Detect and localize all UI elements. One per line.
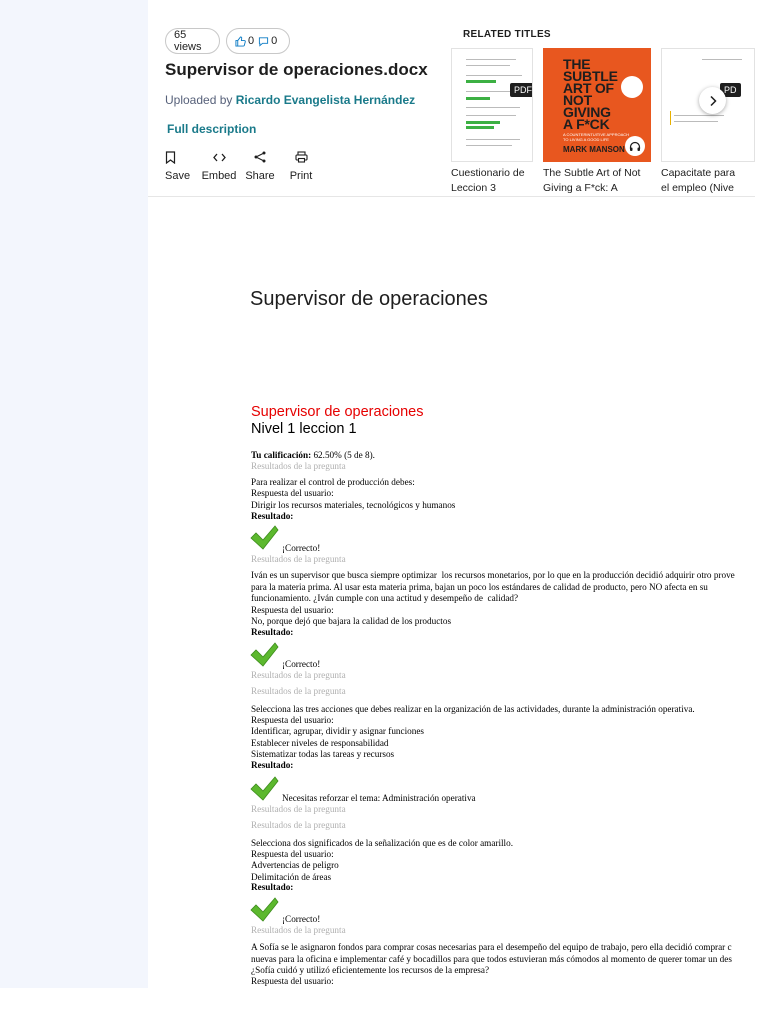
score-line [251, 450, 375, 462]
book-subtitle: A COUNTERINTUITIVE APPROACH TO LIVING A GOOD LIFE [563, 132, 630, 142]
results-label: Resultados de la pregunta [251, 820, 346, 830]
user-answer-label: Respuesta del usuario: [251, 849, 334, 859]
related-title-text: Capacitate para el empleo (Nive [661, 167, 736, 194]
comment-icon [258, 36, 269, 47]
uploader-line [165, 93, 415, 107]
results-label: Resultados de la pregunta [251, 686, 346, 696]
result-label [251, 627, 293, 639]
verdict-correct: ¡Correcto! [282, 914, 321, 924]
document-title: Supervisor de operaciones.docx [165, 60, 428, 79]
carousel-next-button[interactable] [699, 87, 726, 114]
user-answer: No, porque dejó que bajara la calidad de los productos [251, 616, 452, 626]
embed-label: Embed [201, 170, 237, 182]
related-titles-heading: RELATED TITLES [463, 29, 551, 40]
thumbs-up-icon [235, 36, 246, 47]
checkmark-icon [249, 523, 279, 551]
checkmark-icon [249, 895, 279, 923]
user-answer-label: Respuesta del usuario: [251, 715, 334, 725]
share-icon [254, 148, 266, 166]
thumb-line [702, 59, 742, 60]
score-value: 62.50% (5 de 8). [311, 450, 375, 460]
related-title-2[interactable] [543, 166, 653, 196]
result-label [251, 511, 293, 523]
question-text: Selecciona dos significados de la señalización que es de color amarillo. [251, 838, 514, 848]
result-label-text: Resultado: [251, 627, 294, 637]
result-label-text: Resultado: [251, 760, 294, 770]
left-rail [0, 0, 148, 988]
book-seal [621, 76, 643, 98]
verdict-correct: ¡Correcto! [282, 543, 321, 553]
share-button[interactable] [240, 148, 280, 182]
thumb-line [674, 121, 718, 122]
section-title: Supervisor de operaciones [251, 404, 424, 420]
thumb-line [466, 115, 516, 116]
result-label [251, 760, 293, 772]
verdict-correct: ¡Correcto! [282, 659, 321, 669]
uploader-link[interactable]: Ricardo Evangelista Hernández [235, 93, 416, 107]
full-description-link[interactable]: Full description [167, 122, 257, 136]
pdf-badge: PDF [510, 83, 533, 97]
thumb-highlight [466, 126, 494, 129]
bookmark-icon [165, 148, 176, 166]
related-title-3[interactable] [661, 166, 755, 196]
uploaded-by-prefix: Uploaded by [165, 93, 233, 107]
user-answers: Identificar, agrupar, dividir y asignar funciones Establecer niveles de responsabilidad Sistematizar todas las tareas y recursos [251, 726, 424, 760]
book-title-line: ART OF [563, 80, 614, 96]
related-title-1[interactable] [451, 166, 539, 196]
user-answers: Advertencias de peligro Delimitación de áreas [251, 860, 339, 882]
question-text: Para realizar el control de producción debes: [251, 477, 415, 487]
vote-pill [226, 28, 290, 54]
thumb-line [466, 145, 512, 146]
user-answer-label: Respuesta del usuario: [251, 605, 334, 615]
book-author: MARK MANSON [563, 145, 625, 154]
results-label: Resultados de la pregunta [251, 554, 346, 564]
save-button[interactable] [165, 148, 193, 182]
checkmark-icon [249, 640, 279, 668]
right-gutter [755, 14, 768, 988]
thumb-mark [670, 111, 671, 125]
upvote-count: 0 [248, 35, 255, 47]
thumb-highlight [466, 80, 496, 83]
thumb-line [466, 59, 516, 60]
thumb-line [466, 65, 510, 66]
page-heading: Supervisor de operaciones [250, 288, 488, 310]
related-title-text: The Subtle Art of Not Giving a F*ck: A [543, 167, 641, 194]
result-label-text: Resultado: [251, 511, 294, 521]
book-title-line: THE [563, 56, 591, 72]
question-text: Selecciona las tres acciones que debes realizar en la organización de las actividades, durante la administración operativa. [251, 704, 695, 714]
results-label: Resultados de la pregunta [251, 804, 346, 814]
print-button[interactable] [281, 148, 321, 182]
print-label: Print [289, 170, 313, 182]
printer-icon [295, 148, 308, 166]
related-card-2[interactable] [543, 48, 651, 162]
results-label: Resultados de la pregunta [251, 670, 346, 680]
thumb-line [466, 107, 520, 108]
book-title-line: NOT [563, 92, 592, 108]
question-text: Iván es un supervisor que busca siempre optimizar los recursos monetarios, por lo que en la producción decidió adquirir otro prove para la materia prima. Al usar esta materia prima, bajan un poco los estándares de calidad de producto, pero NO afecta en su funcionamiento. ¿Iván cumple con una actitud y desempeño de calidad? [251, 570, 735, 604]
book-title-line: A F*CK [563, 116, 610, 132]
user-answer: Dirigir los recursos materiales, tecnológicos y humanos [251, 500, 456, 510]
results-label: Resultados de la pregunta [251, 461, 346, 471]
book-title-line: SUBTLE [563, 68, 618, 84]
save-label: Save [165, 170, 191, 182]
thumb-highlight [466, 121, 500, 124]
checkmark-icon [249, 774, 279, 802]
question-text: A Sofía se le asignaron fondos para comprar cosas necesarias para el desempeño del equipo de trabajo, pero ella decidió comprar c nuevas para la oficina e implementar café y bocadillos para que todos estuvieran más cómodos al momento de querer tomar un des ¿Sofía cuidó y utilizó eficientemente los recursos de la empresa? [251, 942, 732, 976]
result-label [251, 882, 293, 894]
share-label: Share [245, 170, 275, 182]
book-cover-title [563, 58, 618, 130]
embed-button[interactable] [199, 148, 239, 182]
thumb-line [674, 115, 724, 116]
upvote-button[interactable] [235, 35, 254, 47]
chevron-right-icon [708, 95, 718, 107]
action-bar [165, 148, 322, 182]
headphones-icon [625, 136, 645, 156]
user-answer-label: Respuesta del usuario: [251, 976, 334, 986]
code-icon [213, 148, 226, 166]
user-answer-label: Respuesta del usuario: [251, 488, 334, 498]
related-title-text: Cuestionario de Leccion 3 [451, 167, 525, 194]
page-bottom [0, 988, 768, 1024]
score-label: Tu calificación: [251, 450, 312, 460]
views-count [165, 28, 220, 54]
related-card-1[interactable] [451, 48, 533, 162]
verdict-review: Necesitas reforzar el tema: Administración operativa [282, 793, 476, 803]
thumb-highlight [466, 97, 490, 100]
thumb-line [466, 75, 522, 76]
results-label: Resultados de la pregunta [251, 925, 346, 935]
result-label-text: Resultado: [251, 882, 294, 892]
thumb-line [466, 139, 520, 140]
book-title-line: GIVING [563, 104, 611, 120]
comment-button[interactable] [258, 35, 277, 47]
pdf-badge: PD [720, 83, 741, 97]
comment-count: 0 [271, 35, 278, 47]
views-label: 65 views [174, 29, 202, 53]
level-title: Nivel 1 leccion 1 [251, 421, 357, 437]
